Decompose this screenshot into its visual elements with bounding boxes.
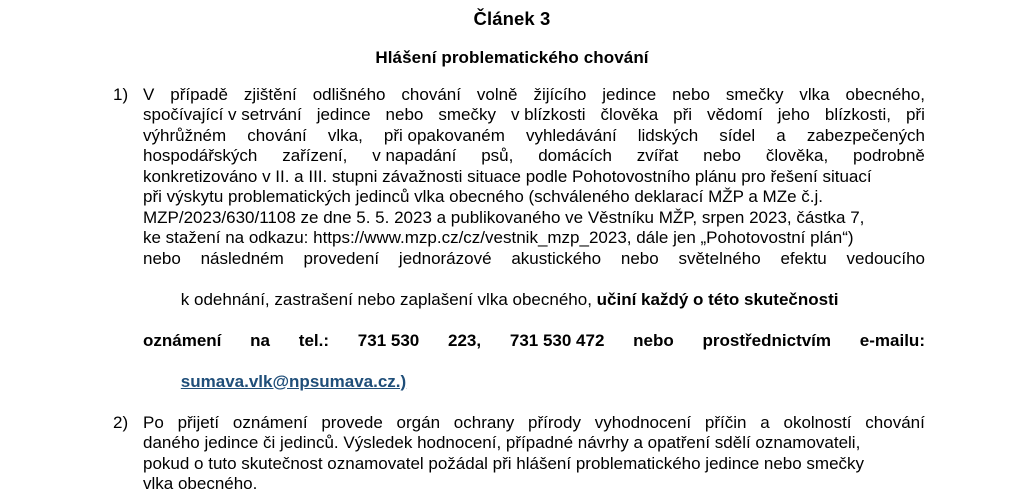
text-run: volně <box>476 84 518 104</box>
page-title: Článek 3 <box>473 8 551 29</box>
text-run: nebo <box>703 146 741 165</box>
paragraph-line <box>143 146 925 167</box>
text-run: ochrany <box>453 412 515 432</box>
paragraph-line: ke stažení na odkazu: https://www.mzp.cz/cz/vestnik_mzp_2023, dále jen „Pohotovostní plán“) <box>143 228 854 247</box>
numbered-list <box>0 85 1024 495</box>
text-run: zabezpečených <box>806 125 925 145</box>
text-run: k odehnání, zastrašení nebo zaplašení vlka obecného, <box>180 289 597 309</box>
text-run: přírody <box>528 412 581 432</box>
text-run: akustického <box>511 248 602 268</box>
text-run: výhrůžném <box>143 125 227 145</box>
text-run: odlišného <box>312 84 386 104</box>
paragraph-line <box>143 105 925 126</box>
paragraph-line: pokud o tuto skutečnost oznamovatel požádal při hlášení problematického jedince nebo smečky <box>143 453 865 473</box>
paragraph-line <box>143 126 925 147</box>
text-run: člověka <box>600 105 659 124</box>
text-run: nebo <box>620 248 659 268</box>
text-run: chování <box>247 125 307 145</box>
text-run: provede <box>321 412 383 432</box>
paragraph-line <box>143 85 925 106</box>
text-run: při <box>673 105 693 124</box>
phone-number: 731 530 <box>357 330 420 350</box>
text-run: chování <box>401 84 461 104</box>
paragraph-line: vlka obecného. <box>143 474 258 493</box>
text-run: smečky <box>725 84 784 104</box>
text-run: jedince <box>316 105 371 124</box>
text-run: světelného <box>678 248 761 268</box>
text-run: zvířat <box>636 146 679 165</box>
text-run: následném <box>200 248 284 268</box>
text-run: efektu <box>780 248 827 268</box>
text-run: při opakovaném <box>383 125 505 145</box>
paragraph-line: konkretizováno v II. a III. stupni závažnosti situace podle Pohotovostního plánu pro řešení situací <box>143 166 872 186</box>
paragraph-line-bold <box>143 331 925 352</box>
emphasis-text: učiní každý o této skutečnosti <box>596 289 839 309</box>
text-run: při <box>905 105 925 124</box>
text-run: sídel <box>719 125 756 145</box>
text-run: blízkosti, <box>824 105 891 124</box>
paragraph-line <box>143 249 925 270</box>
text-run: nebo <box>633 330 674 350</box>
text-run: v napadání <box>372 146 457 165</box>
text-run: obecného, <box>845 84 925 104</box>
text-run: příčin <box>704 412 747 432</box>
text-run: provedení <box>303 248 380 268</box>
text-run: jednorázové <box>398 248 492 268</box>
text-run: na <box>250 330 271 350</box>
text-run: chování <box>865 412 925 432</box>
text-run: vlka <box>799 84 830 104</box>
text-run: psů, <box>481 146 514 165</box>
text-run: prostřednictvím <box>702 330 832 350</box>
text-run: vlka, <box>327 125 363 145</box>
list-marker: 1) <box>113 84 129 104</box>
text-run: orgán <box>396 412 441 432</box>
list-marker: 2) <box>113 412 129 432</box>
list-item <box>0 85 1024 413</box>
text-run: e-mailu: <box>859 330 925 350</box>
text-run: oznámení <box>143 330 222 350</box>
text-run: člověka, <box>765 146 829 165</box>
paragraph-line: daného jedince či jedinců. Výsledek hodnocení, případné návrhy a opatření sdělí oznamovateli, <box>143 433 861 452</box>
text-run: podrobně <box>853 146 925 165</box>
text-run: vedoucího <box>846 248 925 268</box>
text-run: smečky <box>438 105 496 124</box>
text-run: nebo <box>672 84 710 104</box>
paragraph-line: MZP/2023/630/1108 ze dne 5. 5. 2023 a publikovaného ve Věstníku MŽP, srpen 2023, částka 7, <box>143 207 865 227</box>
text-run: a <box>760 412 770 432</box>
text-run: okolností <box>783 412 852 432</box>
text-run: případě <box>170 84 228 104</box>
paragraph-line <box>143 351 925 413</box>
text-run: zjištění <box>243 84 297 104</box>
paragraph-line <box>143 413 925 434</box>
text-run: jeho <box>777 105 810 124</box>
text-run: vyhodnocení <box>594 412 692 432</box>
text-run: tel.: <box>298 330 330 350</box>
section-subtitle: Hlášení problematického chování <box>375 47 649 67</box>
text-run: spočívající v setrvání <box>143 105 302 124</box>
paragraph-line: při výskytu problematických jedinců vlka obecného (schváleného deklarací MŽP a MZe č.j. <box>143 187 823 206</box>
text-run: domácích <box>538 146 612 165</box>
text-run: V <box>143 84 155 104</box>
text-run: přijetí <box>177 412 220 432</box>
text-run: nebo <box>385 105 424 124</box>
email-link[interactable]: sumava.vlk@npsumava.cz.) <box>180 371 407 391</box>
paragraph-line <box>143 269 925 331</box>
list-item <box>0 413 1024 495</box>
text-run: oznámení <box>232 412 308 432</box>
text-run: lidských <box>637 125 699 145</box>
text-run: vyhledávání <box>525 125 617 145</box>
text-run: a <box>776 125 786 145</box>
phone-number: 731 530 472 <box>509 330 605 350</box>
text-run: v blízkosti <box>510 105 586 124</box>
phone-number: 223, <box>448 330 482 350</box>
text-run: nebo <box>143 248 181 268</box>
text-run: Po <box>143 412 164 432</box>
text-run: zařízení, <box>282 146 348 165</box>
text-run: jedince <box>602 84 657 104</box>
text-run: vědomí <box>707 105 763 124</box>
text-run: hospodářských <box>143 146 258 165</box>
text-run: žijícího <box>533 84 587 104</box>
